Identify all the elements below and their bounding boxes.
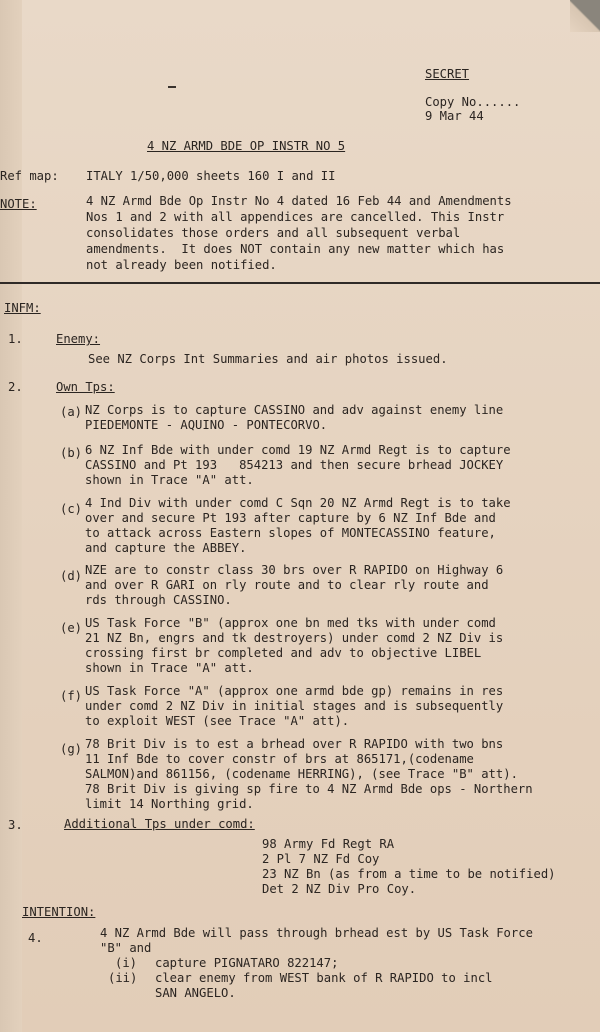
note-line: amendments. It does NOT contain any new matter which has xyxy=(86,242,505,256)
item-line: and capture the ABBEY. xyxy=(85,541,247,555)
enemy-text: See NZ Corps Int Summaries and air photos issued. xyxy=(88,352,448,366)
binding-edge xyxy=(0,0,22,1032)
ref-map-label: Ref map: xyxy=(0,169,59,183)
item-label: (d) xyxy=(60,569,83,583)
copy-number: Copy No...... xyxy=(425,95,521,109)
item-label: (f) xyxy=(60,689,83,703)
subitem-text: clear enemy from WEST bank of R RAPIDO to incl xyxy=(155,971,493,985)
para-number: 4. xyxy=(28,931,43,945)
item-line: crossing first br completed and adv to objective LIBEL xyxy=(85,646,482,660)
note-line: consolidates those orders and all subsequent verbal xyxy=(86,226,461,240)
document-date: 9 Mar 44 xyxy=(425,109,484,123)
item-line: 6 NZ Inf Bde with under comd 19 NZ Armd Regt is to capture xyxy=(85,443,511,457)
item-line: SALMON)and 861156, (codename HERRING), (see Trace "B" att). xyxy=(85,767,518,781)
item-label: (a) xyxy=(60,405,83,419)
item-line: 78 Brit Div is to est a brhead over R RAPIDO with two bns xyxy=(85,737,504,751)
item-line: 4 Ind Div with under comd C Sqn 20 NZ Armd Regt is to take xyxy=(85,496,511,510)
item-label: (g) xyxy=(60,742,83,756)
item-line: 21 NZ Bn, engrs and tk destroyers) under comd 2 NZ Div is xyxy=(85,631,504,645)
intention-line: "B" and xyxy=(100,941,152,955)
item-line: over and secure Pt 193 after capture by 6 NZ Inf Bde and xyxy=(85,511,496,525)
intention-line: 4 NZ Armd Bde will pass through brhead est by US Task Force xyxy=(100,926,533,940)
item-line: CASSINO and Pt 193 854213 and then secure brhead JOCKEY xyxy=(85,458,504,472)
item-line: rds through CASSINO. xyxy=(85,593,232,607)
document-title: 4 NZ ARMD BDE OP INSTR NO 5 xyxy=(147,139,346,153)
item-label: (e) xyxy=(60,621,83,635)
item-line: NZE are to constr class 30 brs over R RAPIDO on Highway 6 xyxy=(85,563,504,577)
item-line: limit 14 Northing grid. xyxy=(85,797,254,811)
additional-line: 2 Pl 7 NZ Fd Coy xyxy=(262,852,380,866)
ref-map-value: ITALY 1/50,000 sheets 160 I and II xyxy=(86,169,336,183)
item-line: 11 Inf Bde to cover constr of brs at 865171,(codename xyxy=(85,752,474,766)
item-label: (b) xyxy=(60,446,83,460)
para-number: 1. xyxy=(8,332,23,346)
item-line: 78 Brit Div is giving sp fire to 4 NZ Armd Bde ops - Northern xyxy=(85,782,533,796)
note-line: not already been notified. xyxy=(86,258,277,272)
folded-corner xyxy=(570,0,600,32)
additional-line: 23 NZ Bn (as from a time to be notified) xyxy=(262,867,556,881)
additional-line: 98 Army Fd Regt RA xyxy=(262,837,395,851)
para-number: 3. xyxy=(8,818,23,832)
subitem-label: (ii) xyxy=(108,971,138,985)
item-line: US Task Force "B" (approx one bn med tks with under comd xyxy=(85,616,496,630)
item-line: PIEDEMONTE - AQUINO - PONTECORVO. xyxy=(85,418,328,432)
note-label: NOTE: xyxy=(0,197,37,211)
para-number: 2. xyxy=(8,380,23,394)
item-line: US Task Force "A" (approx one armd bde gp) remains in res xyxy=(85,684,504,698)
item-line: and over R GARI on rly route and to clear rly route and xyxy=(85,578,489,592)
additional-line: Det 2 NZ Div Pro Coy. xyxy=(262,882,417,896)
item-line: NZ Corps is to capture CASSINO and adv against enemy line xyxy=(85,403,504,417)
item-label: (c) xyxy=(60,502,83,516)
classification-secret: SECRET xyxy=(425,67,470,81)
additional-tps-heading: Additional Tps under comd: xyxy=(64,817,255,831)
intention-last-line: SAN ANGELO. xyxy=(155,986,236,1000)
intention-heading: INTENTION: xyxy=(22,905,96,919)
subitem-text: capture PIGNATARO 822147; xyxy=(155,956,339,970)
item-line: under comd 2 NZ Div in initial stages and is subsequently xyxy=(85,699,504,713)
note-line: 4 NZ Armd Bde Op Instr No 4 dated 16 Feb 44 and Amendments xyxy=(86,194,512,208)
item-line: to exploit WEST (see Trace "A" att). xyxy=(85,714,350,728)
subitem-label: (i) xyxy=(115,956,138,970)
item-line: shown in Trace "A" att. xyxy=(85,473,254,487)
item-line: to attack across Eastern slopes of MONTECASSINO feature, xyxy=(85,526,496,540)
item-line: shown in Trace "A" att. xyxy=(85,661,254,675)
note-line: Nos 1 and 2 with all appendices are cancelled. This Instr xyxy=(86,210,505,224)
enemy-heading: Enemy: xyxy=(56,332,101,346)
own-tps-heading: Own Tps: xyxy=(56,380,115,394)
pen-mark xyxy=(168,86,176,88)
horizontal-rule xyxy=(0,282,600,284)
infm-heading: INFM: xyxy=(4,301,41,315)
